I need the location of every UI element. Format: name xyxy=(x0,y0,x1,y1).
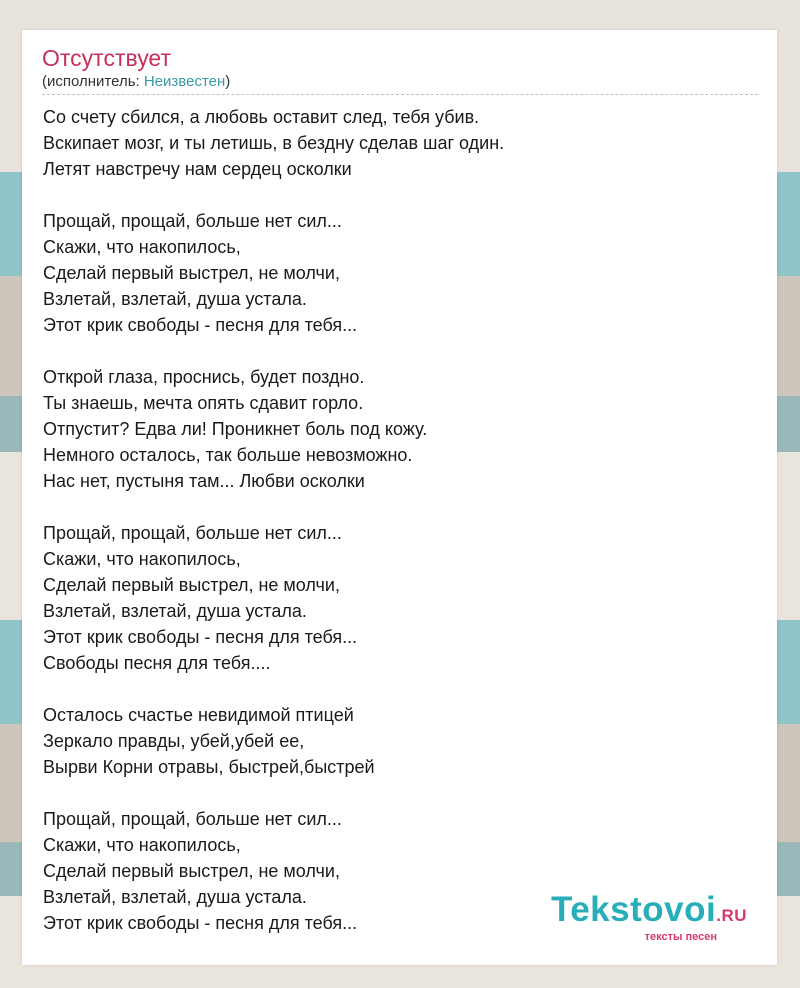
site-logo[interactable] xyxy=(551,892,747,943)
lyric-line: Этот крик свободы - песня для тебя... xyxy=(43,627,358,647)
logo-tagline: тексты песен xyxy=(644,931,717,943)
lyric-line: Скажи, что накопилось, xyxy=(43,835,241,855)
lyric-line: Свободы песня для тебя.... xyxy=(43,653,271,673)
lyric-line: Сделай первый выстрел, не молчи, xyxy=(43,575,340,595)
lyrics-card xyxy=(22,30,777,965)
song-title: Отсутствует xyxy=(42,45,171,71)
logo-wordmark xyxy=(551,892,747,934)
lyric-line: Ты знаешь, мечта опять сдавит горло. xyxy=(43,393,364,413)
lyric-line: Осталось счастье невидимой птицей xyxy=(43,705,354,725)
lyric-line: Прощай, прощай, больше нет сил... xyxy=(43,809,342,829)
lyric-line: Прощай, прощай, больше нет сил... xyxy=(43,211,342,231)
artist-prefix: (исполнитель: xyxy=(42,73,144,90)
lyric-line: Нас нет, пустыня там... Любви осколки xyxy=(43,471,365,491)
stanza-break xyxy=(43,338,504,364)
logo-main-text: Tekstovoi xyxy=(550,890,717,929)
stanza-break xyxy=(43,494,504,520)
lyric-line: Открой глаза, проснись, будет поздно. xyxy=(43,367,365,387)
lyric-line: Этот крик свободы - песня для тебя... xyxy=(43,315,358,335)
lyric-line: Взлетай, взлетай, душа устала. xyxy=(43,601,307,621)
lyric-line: Прощай, прощай, больше нет сил... xyxy=(43,523,342,543)
lyric-line: Зеркало правды, убей,убей ее, xyxy=(43,731,305,751)
lyric-line: Этот крик свободы - песня для тебя... xyxy=(43,913,358,933)
artist-line xyxy=(42,72,758,92)
stanza-break xyxy=(43,676,504,702)
lyrics-text xyxy=(43,104,504,936)
lyric-line: Скажи, что накопилось, xyxy=(43,549,241,569)
lyric-line: Со счету сбился, а любовь оставит след, тебя убив. xyxy=(43,107,480,127)
lyric-line: Взлетай, взлетай, душа устала. xyxy=(43,887,307,907)
stanza-break xyxy=(43,780,504,806)
lyric-line: Скажи, что накопилось, xyxy=(43,237,241,257)
lyric-line: Отпустит? Едва ли! Проникнет боль под кожу. xyxy=(43,419,428,439)
song-header xyxy=(42,44,758,95)
artist-suffix: ) xyxy=(225,73,231,90)
logo-domain-suffix: .RU xyxy=(716,906,747,925)
artist-link[interactable]: Неизвестен xyxy=(143,73,226,90)
lyric-line: Взлетай, взлетай, душа устала. xyxy=(43,289,307,309)
lyric-line: Вырви Корни отравы, быстрей,быстрей xyxy=(43,757,375,777)
lyric-line: Сделай первый выстрел, не молчи, xyxy=(43,861,340,881)
lyric-line: Немного осталось, так больше невозможно. xyxy=(43,445,413,465)
lyric-line: Сделай первый выстрел, не молчи, xyxy=(43,263,340,283)
lyric-line: Летят навстречу нам сердец осколки xyxy=(43,159,352,179)
lyric-line: Вскипает мозг, и ты летишь, в бездну сделав шаг один. xyxy=(43,133,505,153)
stanza-break xyxy=(43,182,504,208)
